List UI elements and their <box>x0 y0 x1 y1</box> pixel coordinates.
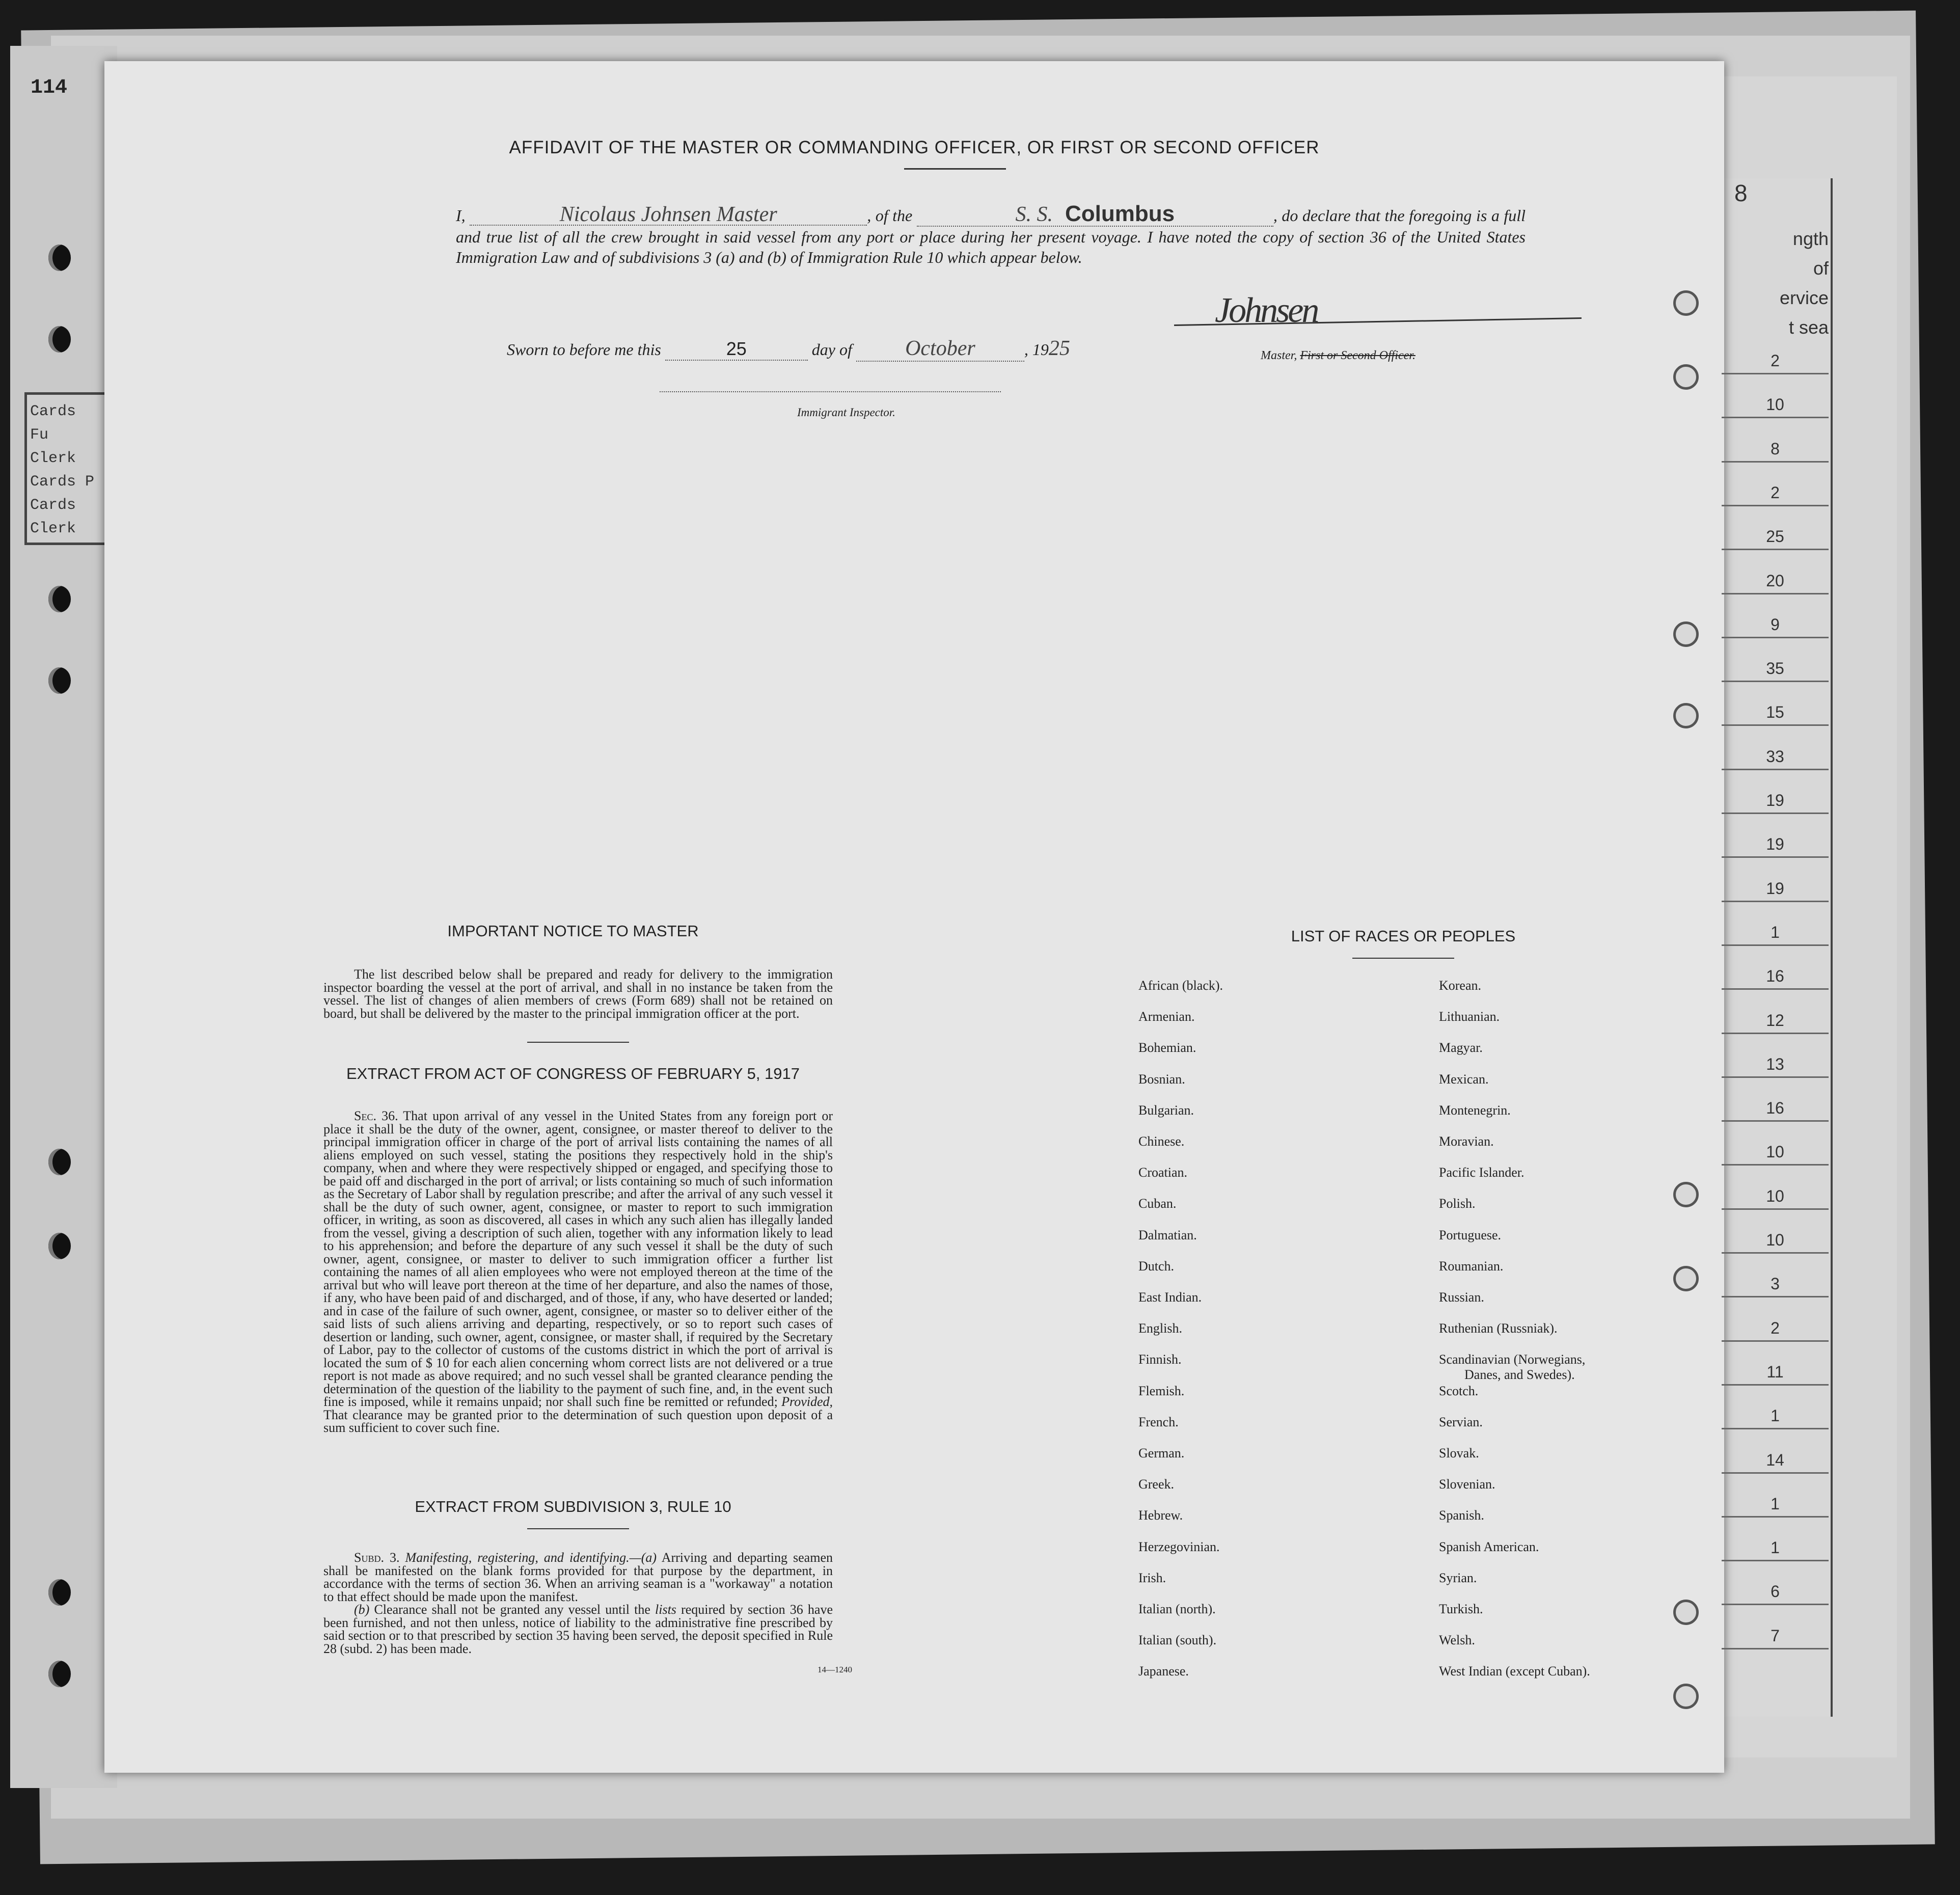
signer-title <box>1261 349 1415 363</box>
race-item: Pacific Islander. <box>1439 1165 1525 1180</box>
service-row-rule <box>1722 1472 1829 1474</box>
sworn-day: 25 <box>665 338 808 361</box>
service-value: 2 <box>1771 351 1780 370</box>
vessel-name: Columbus <box>1065 201 1175 226</box>
service-value: 19 <box>1766 879 1784 898</box>
service-value: 7 <box>1771 1626 1780 1645</box>
punch-hole <box>1673 1182 1699 1207</box>
sworn-line <box>507 336 1070 362</box>
service-value: 8 <box>1771 439 1780 458</box>
race-item: Syrian. <box>1439 1570 1477 1585</box>
race-item: Magyar. <box>1439 1040 1483 1055</box>
service-row-rule <box>1722 461 1829 463</box>
title-rule <box>904 168 1006 170</box>
punch-hole <box>1673 1266 1699 1291</box>
vessel-prefix: S. S. <box>1015 203 1053 226</box>
rule-b-label: (b) <box>354 1602 370 1617</box>
service-row-rule <box>1722 593 1829 594</box>
column-header <box>1722 224 1829 342</box>
race-item: Croatian. <box>1138 1165 1188 1180</box>
sworn-day-of: day of <box>811 340 852 359</box>
service-row-rule <box>1722 1252 1829 1254</box>
service-value: 15 <box>1766 703 1784 722</box>
notice-heading: IMPORTANT NOTICE TO MASTER <box>447 922 699 940</box>
service-value: 6 <box>1771 1582 1780 1601</box>
service-value: 1 <box>1771 923 1780 941</box>
race-item: Lithuanian. <box>1439 1009 1500 1024</box>
punch-hole <box>1673 1684 1699 1709</box>
service-value: 14 <box>1766 1450 1784 1469</box>
column-header-line: of <box>1813 258 1829 279</box>
race-item: Servian. <box>1439 1414 1483 1429</box>
service-row-rule <box>1722 1604 1829 1605</box>
decl-do-declare: , do declare <box>1273 206 1351 225</box>
race-item: Scandinavian (Norwegians, <box>1439 1352 1586 1367</box>
race-item: Danes, and Swedes). <box>1464 1367 1575 1383</box>
races-rule <box>1352 958 1454 959</box>
act-proviso: That clearance may be granted prior to the determination of such question upon deposit of a sum sufficient to cover such fine. <box>323 1407 833 1435</box>
race-item: Armenian. <box>1138 1009 1195 1024</box>
form-number: 14—1240 <box>818 1665 852 1674</box>
service-row-rule <box>1722 901 1829 902</box>
race-item: Bohemian. <box>1138 1040 1196 1055</box>
race-item: East Indian. <box>1138 1290 1202 1305</box>
rule-rule <box>527 1528 629 1529</box>
vessel-field <box>917 201 1273 227</box>
service-row-rule <box>1722 1164 1829 1166</box>
declaration-text <box>456 201 1526 267</box>
service-row-rule <box>1722 769 1829 770</box>
decl-of-the: , of the <box>867 206 913 225</box>
sworn-year: 25 <box>1048 337 1070 360</box>
race-item: Scotch. <box>1439 1383 1479 1398</box>
race-item: Welsh. <box>1439 1633 1475 1648</box>
service-value: 16 <box>1766 1099 1784 1118</box>
rule-subd-label: Subd. 3. <box>354 1550 400 1565</box>
service-row-rule <box>1722 1120 1829 1122</box>
race-item: German. <box>1138 1446 1185 1460</box>
column-header-line: ngth <box>1792 228 1829 249</box>
stamp-line: Cards <box>30 497 76 514</box>
service-value: 19 <box>1766 791 1784 809</box>
binder-hole <box>48 586 71 612</box>
left-sheet-strip <box>10 46 117 1788</box>
race-item: West Indian (except Cuban). <box>1439 1664 1590 1679</box>
race-item: African (black). <box>1138 978 1223 993</box>
race-item: Chinese. <box>1138 1134 1185 1149</box>
service-value: 10 <box>1766 1186 1784 1205</box>
service-value: 12 <box>1766 1011 1784 1030</box>
race-item: Bulgarian. <box>1138 1102 1194 1118</box>
service-value: 13 <box>1766 1054 1784 1073</box>
rule-subd-title: Manifesting, registering, and identifying. <box>405 1550 630 1565</box>
service-value: 16 <box>1766 967 1784 986</box>
sworn-year-prefix: , 19 <box>1024 340 1049 359</box>
rule-subd-a <box>323 1551 833 1603</box>
service-value: 10 <box>1766 1231 1784 1249</box>
service-value: 9 <box>1771 615 1780 634</box>
race-item: Japanese. <box>1138 1664 1189 1679</box>
race-item: Spanish. <box>1439 1508 1484 1523</box>
act-text <box>323 1109 833 1434</box>
rule-subd-b <box>323 1603 833 1655</box>
rule-a-text: Arriving and departing seamen shall be manifested on the blank forms provided for that purpose by the department, in accordance with the terms of section 36. When an arriving seaman is a "workaway" a notation to that effect should be made upon the manifest. <box>323 1550 833 1604</box>
act-proviso-label: Provided, <box>781 1394 833 1409</box>
service-row-rule <box>1722 944 1829 946</box>
race-item: Italian (north). <box>1138 1602 1216 1616</box>
race-item: French. <box>1138 1414 1179 1429</box>
service-value: 20 <box>1766 571 1784 590</box>
service-value: 11 <box>1766 1362 1784 1381</box>
binder-hole <box>48 326 71 353</box>
binder-hole <box>48 1233 71 1259</box>
service-value: 1 <box>1771 1406 1780 1425</box>
column-header-line: t sea <box>1788 317 1829 338</box>
service-row-rule <box>1722 1648 1829 1649</box>
service-row-rule <box>1722 1208 1829 1210</box>
stamp-line: Clerk <box>30 450 76 467</box>
race-item: Flemish. <box>1138 1383 1185 1398</box>
affidavit-page <box>104 61 1724 1773</box>
rule-b-text: Clearance shall not be granted any vessel until the <box>374 1602 650 1617</box>
inspector-signature-line <box>660 391 1001 392</box>
clerk-stamp <box>24 392 108 545</box>
races-heading: LIST OF RACES OR PEOPLES <box>1291 927 1516 945</box>
sworn-prefix: Sworn to before me this <box>507 340 661 359</box>
master-name: Nicolaus Johnsen Master <box>470 204 867 226</box>
service-row-rule <box>1722 1384 1829 1386</box>
race-item: Ruthenian (Russniak). <box>1439 1321 1558 1336</box>
race-item: Bosnian. <box>1138 1071 1185 1087</box>
binder-hole <box>48 1579 71 1606</box>
master-label: Master, <box>1261 349 1297 362</box>
service-value: 3 <box>1771 1275 1780 1293</box>
service-value: 10 <box>1766 395 1784 414</box>
race-item: Roumanian. <box>1439 1258 1504 1274</box>
affidavit-title: AFFIDAVIT OF THE MASTER OR COMMANDING OFFICER, OR FIRST OR SECOND OFFICER <box>509 138 1320 157</box>
service-row-rule <box>1722 549 1829 550</box>
act-body: That upon arrival of any vessel in the United States from any foreign port or place it shall be the duty of the owner, agent, consignee, or master thereof to deliver to the principal immigration officer in charge of the port of arrival lists containing the names of all aliens employed on such vessel, stating the positions they respectively hold in the ship's company, when and where they were respectively shipped or engaged, and specifying those to be paid off and discharged in the port of arrival; or lists containing so much of such information as the Secretary of Labor shall by regulation prescribe; and after the arrival of any such vessel it shall be the duty of such owner, agent, consignee, or master to report to such immigration officer, in writing, as soon as discovered, all cases in which any such alien has illegally landed from the vessel, giving a description of such alien, together with any information likely to lead to his apprehension; and before the departure of any such vessel it shall be the duty of such owner, agent, consignee, or master to deliver to such immigration officer a further list containing the names of all alien employees who were not employed thereon at the time of the arrival but who will leave port thereon at the time of her departure, and also the names of those, if any, who have been paid of and discharged, and of those, if any, who have deserted or landed; and in case of the failure of such owner, agent, consignee, or master so to deliver either of the said lists of such aliens arriving and departing, respectively, or so to report such cases of desertion or landing, such owner, agent, consignee, or master shall, if required by the Secretary of Labor, pay to the collector of customs of the customs district in which the port of arrival is located the sum of $ 10 for each alien concerning whom correct lists are not delivered or a true report is not made as above required; and no such vessel shall be granted clearance pending the determination of the question of the liability to the payment of such fine, and, in the event such fine is imposed, while it remains unpaid; nor shall such fine be remitted or refunded; <box>323 1108 833 1409</box>
service-row-rule <box>1722 724 1829 726</box>
column-header-line: ervice <box>1779 287 1829 308</box>
rule-text <box>323 1551 833 1655</box>
rule-heading: EXTRACT FROM SUBDIVISION 3, RULE 10 <box>415 1498 731 1515</box>
service-row-rule <box>1722 988 1829 990</box>
decl-body: that the foregoing is a full and true list of all the crew brought in said vessel from any port or place during her present voyage. I have noted the copy of section 36 of the United States Immigration Law and of subdivisions 3 (a) and (b) of Immigration Rule 10 which appear below. <box>456 206 1526 266</box>
race-item: Turkish. <box>1439 1602 1483 1616</box>
race-item: English. <box>1138 1321 1182 1336</box>
race-item: Slovak. <box>1439 1446 1479 1460</box>
race-item: Slovenian. <box>1439 1477 1495 1492</box>
race-item: Dutch. <box>1138 1258 1175 1274</box>
service-value: 19 <box>1766 835 1784 854</box>
race-item: Greek. <box>1138 1477 1175 1492</box>
notice-text: The list described below shall be prepared and ready for delivery to the immigration inspector boarding the vessel at the port of arrival, and shall in no instance be taken from the vessel. The list of changes of alien members of crews (Form 689) shall not be retained on board, but shall be delivered by the master to the principal immigration officer at the port. <box>323 967 833 1021</box>
punch-hole <box>1673 703 1699 728</box>
inspector-label: Immigrant Inspector. <box>797 406 895 419</box>
race-item: Finnish. <box>1138 1352 1182 1367</box>
service-row-rule <box>1722 681 1829 682</box>
binder-hole <box>48 667 71 694</box>
service-row-rule <box>1722 813 1829 814</box>
service-row-rule <box>1722 373 1829 374</box>
service-row-rule <box>1722 1340 1829 1342</box>
act-section-label: Sec. 36. <box>354 1108 398 1123</box>
decl-i: I, <box>456 206 466 225</box>
service-row-rule <box>1722 1428 1829 1429</box>
service-value: 10 <box>1766 1143 1784 1161</box>
rule-b-text: required by section 36 have been furnished, and not then unless, notice of liability to the administrative fine prescribed by said section or to that prescribed by section 35 having been served, the deposit specified in Rule 28 (subd. 2) has been made. <box>323 1602 833 1656</box>
sworn-month: October <box>856 336 1024 362</box>
service-value: 1 <box>1771 1538 1780 1557</box>
race-item: Moravian. <box>1439 1134 1494 1149</box>
rule-a-label: —(a) <box>629 1550 657 1565</box>
service-value: 1 <box>1771 1494 1780 1513</box>
service-value: 35 <box>1766 659 1784 678</box>
service-value: 2 <box>1771 483 1780 502</box>
race-item: Montenegrin. <box>1439 1102 1511 1118</box>
race-item: Hebrew. <box>1138 1508 1183 1523</box>
race-item: Russian. <box>1439 1290 1484 1305</box>
stamp-line: Cards P <box>30 473 95 491</box>
punch-hole <box>1673 1600 1699 1625</box>
service-row-rule <box>1722 637 1829 638</box>
race-item: Polish. <box>1439 1196 1476 1211</box>
master-signature: Johnsen <box>1215 291 1318 330</box>
service-row-rule <box>1722 505 1829 506</box>
sheet-number: 114 <box>31 76 68 99</box>
binder-hole <box>48 1661 71 1687</box>
punch-hole <box>1673 290 1699 316</box>
notice-rule <box>527 1042 629 1043</box>
stamp-line: Cards Fu <box>30 403 76 444</box>
race-item: Portuguese. <box>1439 1227 1502 1242</box>
punch-hole <box>1673 364 1699 390</box>
race-item: Mexican. <box>1439 1071 1489 1087</box>
service-value: 2 <box>1771 1318 1780 1337</box>
service-value: 33 <box>1766 747 1784 766</box>
stamp-line: Clerk <box>30 520 76 537</box>
service-row-rule <box>1722 856 1829 858</box>
race-item: Herzegovinian. <box>1138 1539 1220 1554</box>
act-heading: EXTRACT FROM ACT OF CONGRESS OF FEBRUARY 5, 1917 <box>346 1065 800 1082</box>
race-item: Irish. <box>1138 1570 1166 1585</box>
service-row-rule <box>1722 417 1829 418</box>
race-item: Italian (south). <box>1138 1633 1217 1648</box>
service-row-rule <box>1722 1560 1829 1561</box>
service-row-rule <box>1722 1033 1829 1034</box>
binder-hole <box>48 1149 71 1175</box>
race-item: Dalmatian. <box>1138 1227 1197 1242</box>
race-item: Korean. <box>1439 978 1482 993</box>
punch-hole <box>1673 621 1699 647</box>
race-item: Cuban. <box>1138 1196 1177 1211</box>
service-row-rule <box>1722 1516 1829 1518</box>
service-value: 25 <box>1766 527 1784 546</box>
service-row-rule <box>1722 1296 1829 1297</box>
race-item: Spanish American. <box>1439 1539 1539 1554</box>
struck-officer-label: First or Second Officer. <box>1300 349 1415 362</box>
rule-b-lists: lists <box>655 1602 676 1617</box>
service-row-rule <box>1722 1076 1829 1078</box>
binder-hole <box>48 245 71 271</box>
page-number: 8 <box>1734 180 1748 206</box>
